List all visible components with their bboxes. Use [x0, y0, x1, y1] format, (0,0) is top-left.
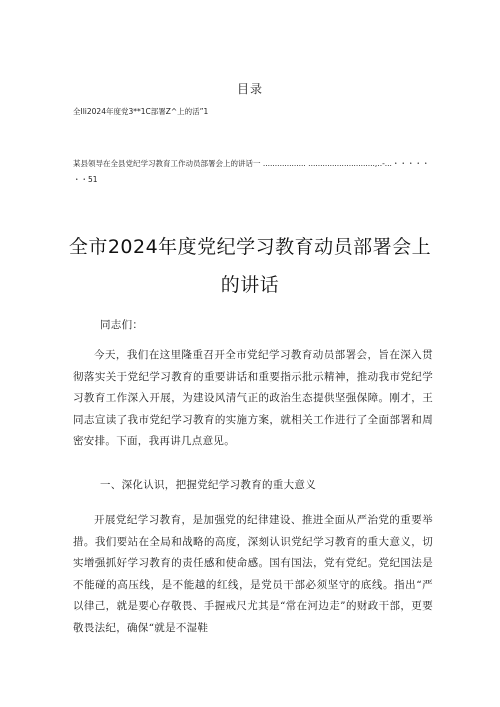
toc-entry-1[interactable]: 全Ili2024年度党3**1C部署Z^上的活”1 — [73, 107, 209, 116]
section-heading-1: 一、深化认识，把握党纪学习教育的重大意义 — [100, 479, 316, 491]
document-title-line-1: 全市2024年度党纪学习教育动员部署会上 — [68, 236, 432, 258]
document-title-line-2: 的讲话 — [220, 274, 280, 296]
paragraph-2: 开展党纪学习教育，是加强党的纪律建设、推进全面从严治党的重要举措。我们要站在全局和战略的高度，深刻认识党纪学习教育的重大意义，切实增强抓好学习教育的责任感和使命感。国有国法，党有党纪。党纪国法是不能碰的高压线，是不能越的红线，是党员干部必须坚守的底线。指出“严以律己，就是要心存敬畏、手握戒尺尤其是“常在河边走”的财政干部，更要敬畏法纪，确保“就是不湿鞋 — [73, 514, 433, 634]
toc-title: 目录 — [236, 82, 263, 96]
toc-entry-2-page: ・・51 — [73, 175, 98, 184]
toc-entry-2[interactable]: 某县领导在全县党纪学习教育工作动员部署会上的讲话一 .................. ............................,..-...・・・・・ — [73, 159, 430, 168]
paragraph-1: 今天，我们在这里隆重召开全市党纪学习教育动员部署会，旨在深入贯彻落实关于党纪学习教育的重要讲话和重要指示批示精神，推动我市党纪学习教育工作深入开展，为建设风清气正的政治生态提供坚强保障。刚才，王同志宣读了我市党纪学习教育的实施方案，就相关工作进行了全面部署和周密安排。下面，我再讲几点意见。 — [73, 349, 433, 447]
salutation: 同志们： — [100, 319, 144, 331]
